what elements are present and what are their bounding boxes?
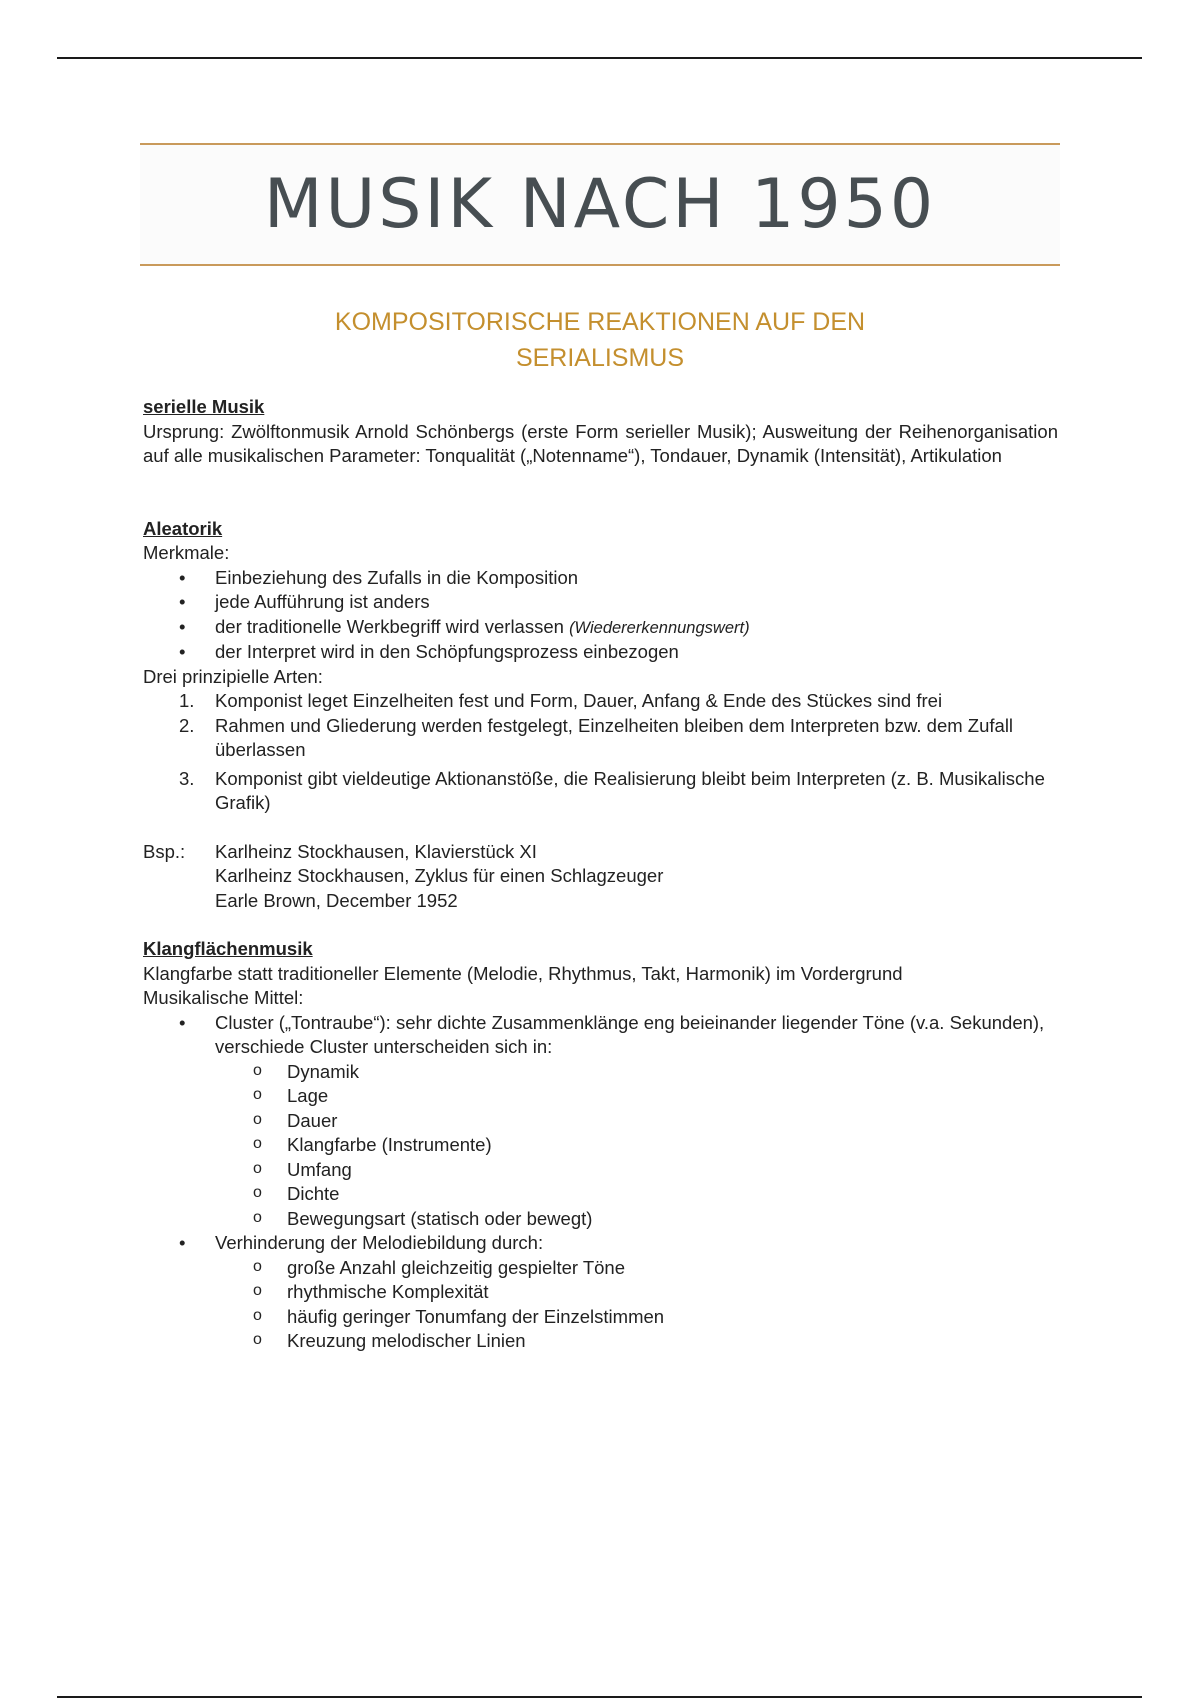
serielle-musik-text: Ursprung: Zwölftonmusik Arnold Schönbergs (erste Form serieller Musik); Ausweitung der Reihenorganisation auf alle musikalischen Parameter: Tonqualität („Notenname“), Tondauer, Dynamik (Intensität), Artikulation xyxy=(143,420,1058,466)
section-heading-serielle-musik: serielle Musik xyxy=(143,396,265,417)
list-item xyxy=(143,566,1058,591)
list-item-text: der Interpret wird in den Schöpfungsprozess einbezogen xyxy=(215,641,679,662)
list-item xyxy=(143,1011,1058,1232)
merkmale-list xyxy=(143,566,1058,665)
list-item-text: Cluster („Tontraube“): sehr dichte Zusammenklänge eng beieinander liegender Töne (v.a. Sekunden), verschiede Cluster unterscheiden sich in: xyxy=(215,1011,1045,1057)
list-item-text: Verhinderung der Melodiebildung durch: xyxy=(215,1232,544,1253)
sublist-item: o Kreuzung melodischer Linien xyxy=(143,1329,1058,1354)
klang-text-2: Musikalische Mittel: xyxy=(143,987,304,1008)
arten-label: Drei prinzipielle Arten: xyxy=(143,665,323,687)
list-item xyxy=(143,714,1058,763)
example-item: Karlheinz Stockhausen, Zyklus für einen Schlagzeuger xyxy=(215,865,664,886)
subtitle-line-1: KOMPOSITORISCHE REAKTIONEN AUF DEN xyxy=(334,308,866,336)
arten-list xyxy=(143,689,1058,816)
sublist-item: o Dynamik xyxy=(143,1060,1058,1085)
list-item-text: der traditionelle Werkbegriff wird verlassen xyxy=(215,615,564,637)
list-number: 3. xyxy=(179,767,195,789)
list-number: 2. xyxy=(179,714,195,736)
list-item xyxy=(143,1231,1058,1354)
sublist-item: o rhythmische Komplexität xyxy=(143,1280,1058,1305)
examples-block xyxy=(143,840,1058,914)
examples-label: Bsp.: xyxy=(143,840,186,862)
section-heading-klangflaechenmusik: Klangflächenmusik xyxy=(143,938,313,959)
title-banner xyxy=(140,143,1060,266)
klang-text-1: Klangfarbe statt traditioneller Elemente (Melodie, Rhythmus, Takt, Harmonik) im Vordergrund xyxy=(143,962,903,984)
list-item-text: jede Aufführung ist anders xyxy=(215,591,430,612)
subtitle xyxy=(140,304,1060,376)
list-item-note: (Wiedererkennungswert) xyxy=(569,618,750,637)
sublist-item: o große Anzahl gleichzeitig gespielter Töne xyxy=(143,1256,1058,1281)
subtitle-line-2: SERIALISMUS xyxy=(515,344,685,372)
list-item xyxy=(143,640,1058,665)
list-item-text: Einbeziehung des Zufalls in die Komposition xyxy=(215,566,579,588)
klang-list xyxy=(143,1011,1058,1354)
sublist-item: o Dauer xyxy=(143,1109,1058,1134)
sublist-item: o Dichte xyxy=(143,1182,1058,1207)
page-title: MUSIK NACH 1950 xyxy=(263,165,937,244)
example-item: Earle Brown, December 1952 xyxy=(215,889,458,911)
sublist-item: o Lage xyxy=(143,1084,1058,1109)
list-item xyxy=(143,615,1058,641)
cluster-sublist xyxy=(215,1060,1058,1232)
list-item-text: Komponist leget Einzelheiten fest und Form, Dauer, Anfang & Ende des Stückes sind frei xyxy=(215,690,943,711)
example-item: Karlheinz Stockhausen, Klavierstück XI xyxy=(215,840,537,862)
document-body xyxy=(143,395,1058,1354)
list-number: 1. xyxy=(179,690,195,711)
melodie-sublist xyxy=(215,1256,1058,1354)
list-item xyxy=(143,590,1058,615)
list-item xyxy=(143,689,1058,714)
section-heading-aleatorik: Aleatorik xyxy=(143,517,223,539)
page-bottom-rule xyxy=(57,1696,1142,1698)
sublist-item: o Umfang xyxy=(143,1158,1058,1183)
list-item-text: Komponist gibt vieldeutige Aktionanstöße, die Realisierung bleibt beim Interpreten (z. B. Musikalische Grafik) xyxy=(215,767,1045,813)
list-item xyxy=(143,767,1058,816)
sublist-item: o Bewegungsart (statisch oder bewegt) xyxy=(143,1207,1058,1232)
sublist-item: o Klangfarbe (Instrumente) xyxy=(143,1133,1058,1158)
list-item-text: Rahmen und Gliederung werden festgelegt, Einzelheiten bleiben dem Interpreten bzw. dem Zufall überlassen xyxy=(215,714,1014,760)
page-top-rule xyxy=(57,57,1142,59)
examples-list xyxy=(215,840,663,914)
merkmale-label: Merkmale: xyxy=(143,542,230,563)
sublist-item: o häufig geringer Tonumfang der Einzelstimmen xyxy=(143,1305,1058,1330)
